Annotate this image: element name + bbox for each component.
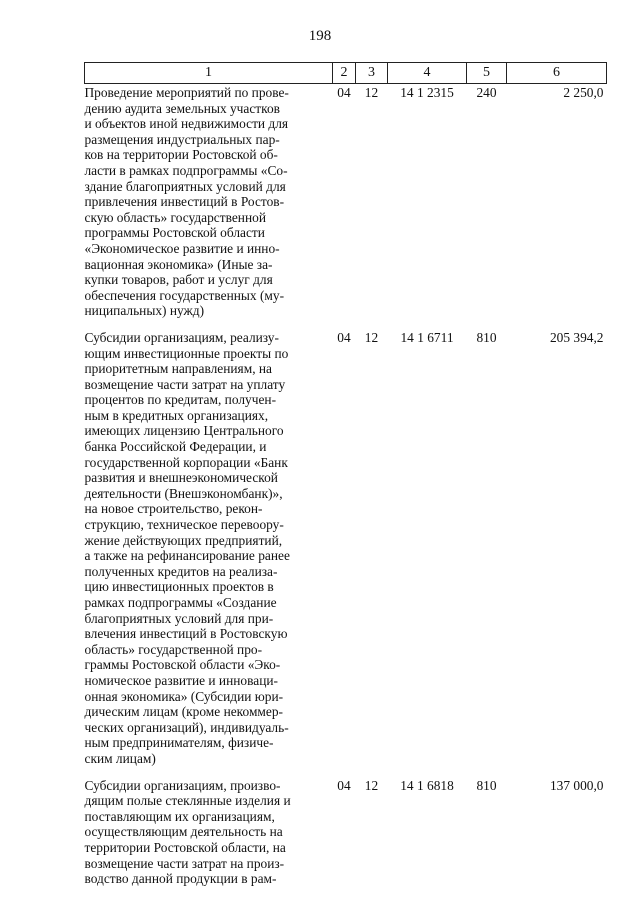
description-line: поставляющим их организациям, xyxy=(84,808,275,824)
expense-type-code: 810 xyxy=(476,777,497,793)
subsection-code: 12 xyxy=(364,329,379,345)
description-line: «Экономическое развитие и инно- xyxy=(84,240,280,256)
row-description xyxy=(85,84,333,319)
amount-value: 2 250,0 xyxy=(563,85,604,100)
description-line: а также на рефинансирование ранее xyxy=(84,548,290,564)
column-header-1: 1 xyxy=(85,63,333,84)
description-line: полученных кредитов на реализа- xyxy=(84,563,278,579)
amount-value: 205 394,2 xyxy=(549,329,604,345)
subsection-code: 12 xyxy=(364,777,379,793)
description-line: банка Российской Федерации, и xyxy=(84,439,267,455)
target-article-code: 14 1 6818 xyxy=(400,777,454,793)
description-line: скую область» государственной xyxy=(84,209,266,225)
description-line: ным в кредитных организациях, xyxy=(84,407,269,423)
description-line: программы Ростовской области xyxy=(84,225,265,241)
target-article-code: 14 1 6711 xyxy=(400,329,454,345)
description-line: вационная экономика» (Иные за- xyxy=(84,256,273,272)
row-spacer xyxy=(85,767,607,777)
description-line: ниципальных) нужд) xyxy=(84,303,205,319)
description-line: купки товаров, работ и услуг для xyxy=(84,272,273,288)
description-line: здание благоприятных условий для xyxy=(84,178,286,194)
description-line: и объектов иной недвижимости для xyxy=(84,116,289,132)
description-line: благоприятных условий для при- xyxy=(84,610,274,626)
column-header-4: 4 xyxy=(388,63,467,84)
description-line: ласти в рамках подпрограммы «Со- xyxy=(84,162,288,178)
description-line: ческих организаций), индивидуаль- xyxy=(84,719,289,735)
page-number: 198 xyxy=(308,28,332,44)
column-header-6: 6 xyxy=(507,63,607,84)
table-body xyxy=(85,84,607,887)
description-line: ным предпринимателям, физиче- xyxy=(84,735,274,751)
description-line: номическое развитие и инноваци- xyxy=(84,672,278,688)
description-line: приоритетным направлениям, на xyxy=(84,361,272,377)
description-line: дящим полые стеклянные изделия и xyxy=(84,793,291,809)
description-line: возмещение части затрат на уплату xyxy=(84,376,286,392)
row-spacer xyxy=(85,319,607,329)
description-line: влечения инвестиций в Ростовскую xyxy=(84,626,288,642)
row-description xyxy=(85,329,333,767)
target-article-code: 14 1 2315 xyxy=(400,85,454,100)
description-line: обеспечения государственных (му- xyxy=(84,287,285,303)
budget-table xyxy=(84,62,607,887)
row-description xyxy=(85,777,333,887)
expense-type-code: 240 xyxy=(476,85,497,100)
description-line: струкцию, техническое перевоору- xyxy=(84,517,284,533)
description-line: рамках подпрограммы «Создание xyxy=(84,595,277,610)
description-line: осуществляющим деятельность на xyxy=(84,824,283,840)
description-line: развития и внешнеэкономической xyxy=(84,470,278,486)
description-line: ков на территории Ростовской об- xyxy=(84,147,278,163)
description-line: процентов по кредитам, получен- xyxy=(84,392,277,408)
table-row xyxy=(85,777,607,887)
table-header-row xyxy=(85,63,607,84)
description-line: ющим инвестиционные проекты по xyxy=(84,345,289,361)
description-line: дению аудита земельных участков xyxy=(84,100,280,116)
description-line: Проведение мероприятий по прове- xyxy=(84,85,289,100)
description-line: привлечения инвестиций в Ростов- xyxy=(84,194,285,210)
subsection-code: 12 xyxy=(364,85,379,100)
table-row xyxy=(85,329,607,767)
expense-type-code: 810 xyxy=(476,329,497,345)
description-line: граммы Ростовской области «Эко- xyxy=(84,657,281,673)
section-code: 04 xyxy=(337,777,351,793)
column-header-3: 3 xyxy=(356,63,388,84)
description-line: возмещение части затрат на произ- xyxy=(84,855,285,871)
section-code: 04 xyxy=(337,85,351,100)
description-line: ским лицам) xyxy=(84,750,156,766)
description-line: Субсидии организациям, произво- xyxy=(84,777,281,793)
description-line: деятельности (Внешэкономбанк)», xyxy=(84,485,283,501)
table-row xyxy=(85,84,607,319)
description-line: жение действующих предприятий, xyxy=(84,532,283,548)
description-line: государственной корпорации «Банк xyxy=(84,454,288,470)
description-line: онная экономика» (Субсидии юри- xyxy=(84,688,284,704)
column-header-2: 2 xyxy=(333,63,356,84)
description-line: имеющих лицензию Центрального xyxy=(84,423,284,439)
description-line: территории Ростовской области, на xyxy=(84,839,286,855)
description-line: область» государственной про- xyxy=(84,641,263,657)
description-line: дическим лицам (кроме некоммер- xyxy=(84,704,283,720)
description-line: Субсидии организациям, реализу- xyxy=(84,329,279,345)
section-code: 04 xyxy=(337,329,351,345)
description-line: размещения индустриальных пар- xyxy=(84,131,280,147)
description-line: на новое строительство, рекон- xyxy=(84,501,263,517)
column-header-5: 5 xyxy=(467,63,507,84)
amount-value: 137 000,0 xyxy=(549,777,604,793)
description-line: цию инвестиционных проектов в xyxy=(84,579,274,595)
description-line: водство данной продукции в рам- xyxy=(84,871,277,887)
